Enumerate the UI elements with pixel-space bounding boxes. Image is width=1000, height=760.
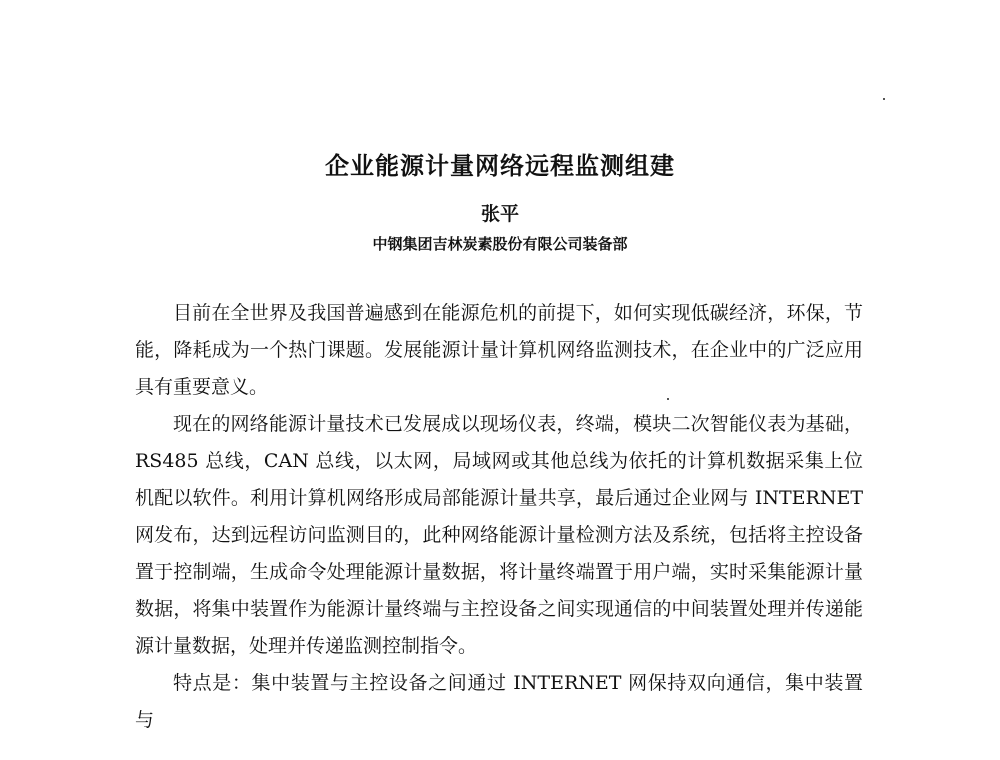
body-text [135, 295, 863, 739]
paragraph: 特点是：集中装置与主控设备之间通过 INTERNET 网保持双向通信，集中装置与 [135, 672, 863, 731]
paper-title: 企业能源计量网络远程监测组建 [325, 151, 675, 180]
paragraph: 现在的网络能源计量技术已发展成以现场仪表，终端，模块二次智能仪表为基础，RS485 总线，CAN 总线，以太网，局域网或其他总线为依托的计算机数据采集上位机配以软件。利用计算机网络形成局部能源计量共享，最后通过企业网与 INTERNET 网发布，达到远程访问监测目的，此种网络能源计量检测方法及系统，包括将主控设备置于控制端，生成命令处理能源计量数据，将计量终端置于用户端，实时采集能源计量数据，将集中装置作为能源计量终端与主控设备之间实现通信的中间装置处理并传递能源计量数据，处理并传递监测控制指令。 [135, 413, 863, 657]
author-name: 张平 [480, 203, 519, 225]
scan-speck [667, 398, 669, 400]
author-affiliation: 中钢集团吉林炭素股份有限公司装备部 [372, 235, 628, 253]
paragraph: 目前在全世界及我国普遍感到在能源危机的前提下，如何实现低碳经济，环保，节能，降耗成为一个热门课题。发展能源计量计算机网络监测技术，在企业中的广泛应用具有重要意义。 [135, 302, 863, 398]
scan-speck [883, 98, 885, 100]
